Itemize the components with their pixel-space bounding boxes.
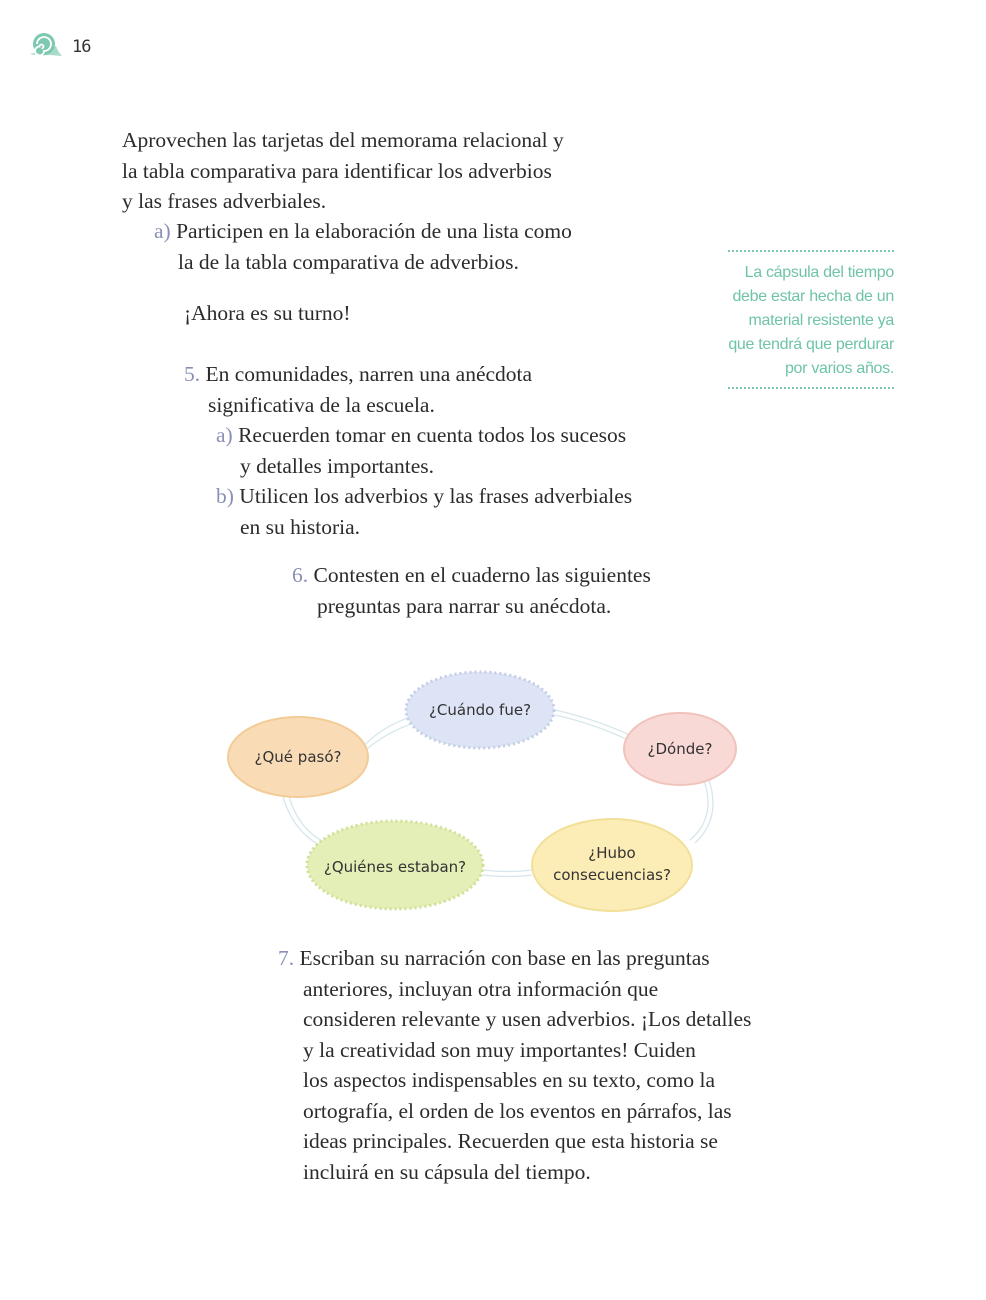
- step-5-item-a: [216, 420, 626, 481]
- step-7-line: y la creatividad son muy importantes! Cuiden: [303, 1037, 696, 1062]
- intro-item-a: [154, 216, 572, 277]
- turn-heading: ¡Ahora es su turno!: [184, 301, 351, 325]
- step-7-line: consideren relevante y usen adverbios. ¡Los detalles: [303, 1007, 752, 1031]
- step-6: [292, 560, 651, 621]
- step-7: [278, 943, 751, 1187]
- sidebar-line: debe estar hecha de un: [732, 288, 894, 305]
- questions-diagram: [220, 665, 750, 915]
- step-7-line: incluirá en su cápsula del tiempo.: [303, 1159, 591, 1184]
- bubble-label-when: ¿Cuándo fue?: [428, 701, 532, 719]
- step-marker: 6.: [292, 563, 309, 587]
- item-a-line: la de la tabla comparativa de adverbios.: [178, 249, 519, 274]
- intro-line: y las frases adverbiales.: [122, 189, 327, 213]
- step-7-line: ideas principales. Recuerden que esta historia se: [303, 1129, 718, 1153]
- step-5-b-line: en su historia.: [240, 514, 361, 539]
- step-7-line: Escriban su narración con base en las preguntas: [299, 946, 710, 970]
- step-5: [184, 359, 532, 420]
- bubble-label-consequences-2: consecuencias?: [553, 866, 671, 884]
- page-number-block: [28, 30, 90, 63]
- bubble-label-who: ¿Quiénes estaban?: [323, 858, 467, 876]
- step-5-line: En comunidades, narren una anécdota: [205, 362, 533, 386]
- item-a-line: Participen en la elaboración de una lista como: [176, 219, 572, 243]
- intro-line: Aprovechen las tarjetas del memorama relacional y: [122, 128, 564, 152]
- bubble-label-what: ¿Qué pasó?: [254, 748, 342, 766]
- intro-paragraph: [122, 125, 564, 217]
- step-5-a-line: y detalles importantes.: [240, 453, 435, 478]
- intro-line: la tabla comparativa para identificar los adverbios: [122, 158, 552, 183]
- step-5-item-b: [216, 481, 632, 542]
- snail-icon: [28, 30, 64, 63]
- sidebar-note: [728, 250, 894, 389]
- step-marker: 5.: [184, 362, 201, 386]
- step-7-line: los aspectos indispensables en su texto, como la: [303, 1068, 716, 1092]
- bubble-label-consequences-1: ¿Hubo: [588, 844, 636, 862]
- step-5-b-line: Utilicen los adverbios y las frases adverbiales: [239, 484, 633, 508]
- step-6-line: Contesten en el cuaderno las siguientes: [313, 563, 651, 587]
- page-number: 16: [72, 36, 91, 57]
- sidebar-line: La cápsula del tiempo: [744, 264, 894, 281]
- sidebar-line: que tendrá que perdurar: [728, 336, 894, 353]
- sidebar-line: material resistente ya: [748, 312, 894, 329]
- item-marker: b): [216, 484, 234, 508]
- step-marker: 7.: [278, 946, 295, 970]
- step-7-line: ortografía, el orden de los eventos en párrafos, las: [303, 1098, 732, 1123]
- step-5-line: significativa de la escuela.: [208, 392, 435, 417]
- item-marker: a): [154, 219, 171, 243]
- step-7-line: anteriores, incluyan otra información que: [303, 976, 659, 1001]
- bubble-label-where: ¿Dónde?: [647, 740, 713, 758]
- sidebar-line: por varios años.: [784, 360, 894, 377]
- step-6-line: preguntas para narrar su anécdota.: [317, 593, 612, 618]
- step-5-a-line: Recuerden tomar en cuenta todos los sucesos: [238, 423, 627, 447]
- item-marker: a): [216, 423, 233, 447]
